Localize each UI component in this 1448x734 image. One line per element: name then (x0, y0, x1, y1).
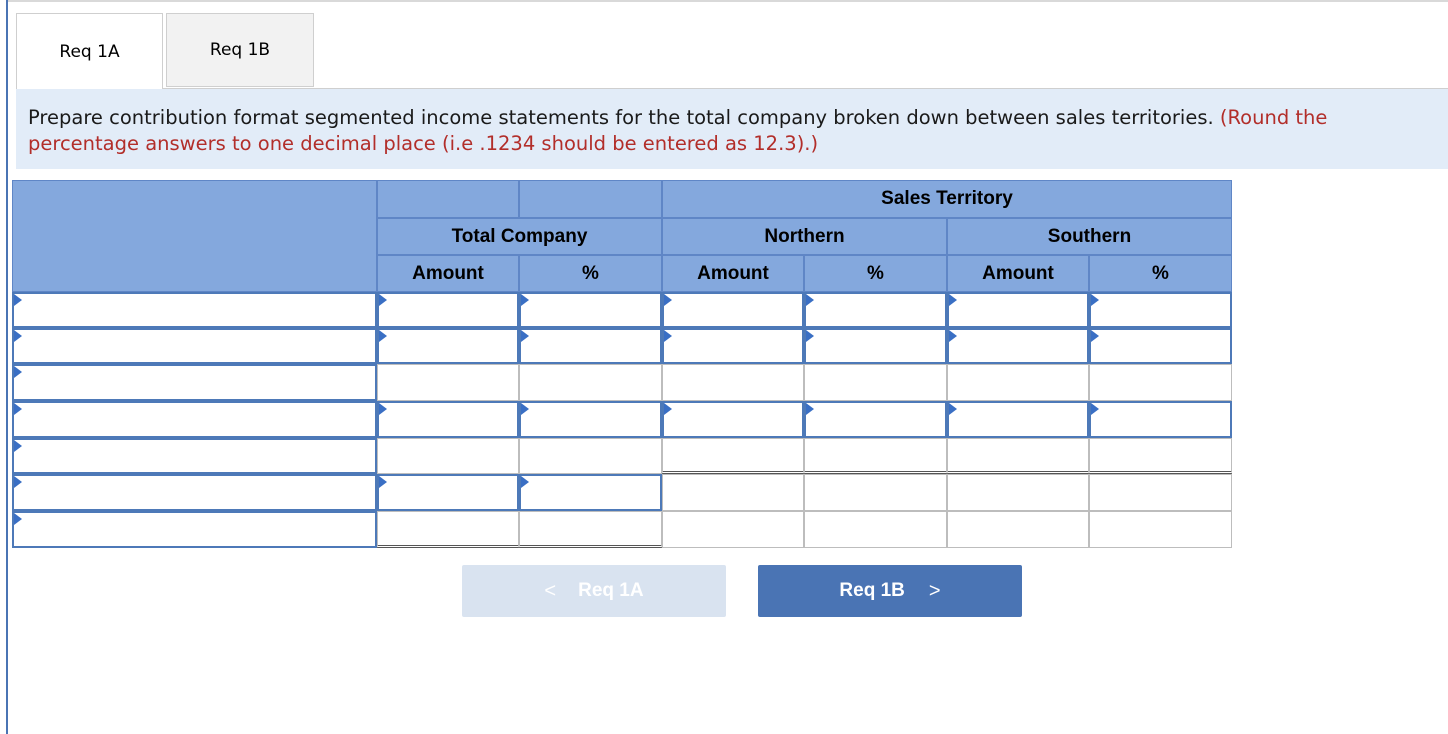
dropdown-marker-icon (521, 330, 529, 342)
percent-input[interactable] (804, 292, 947, 328)
left-border (6, 0, 8, 734)
dropdown-marker-icon (14, 366, 22, 378)
dropdown-marker-icon (14, 294, 22, 306)
table-cell (804, 364, 947, 401)
line-item-dropdown[interactable] (12, 511, 377, 548)
dropdown-marker-icon (521, 403, 529, 415)
amount-input[interactable] (662, 292, 804, 328)
amount-column-header: Amount (662, 255, 804, 292)
table-cell (804, 511, 947, 548)
dropdown-marker-icon (664, 294, 672, 306)
percent-input[interactable] (1089, 401, 1232, 438)
sales-territory-header: Sales Territory (662, 180, 1232, 218)
table-cell (519, 438, 662, 474)
percent-input[interactable] (519, 292, 662, 328)
dropdown-marker-icon (806, 294, 814, 306)
line-item-dropdown[interactable] (12, 364, 377, 401)
table-cell (947, 511, 1089, 548)
dropdown-marker-icon (806, 403, 814, 415)
percent-column-header: % (1089, 255, 1232, 292)
amount-input[interactable] (947, 292, 1089, 328)
dropdown-marker-icon (379, 330, 387, 342)
percent-input[interactable] (519, 328, 662, 364)
dropdown-marker-icon (806, 330, 814, 342)
tab-req-1b[interactable]: Req 1B (166, 13, 314, 87)
top-border (8, 0, 1448, 2)
table-cell (1089, 511, 1232, 548)
percent-column-header: % (519, 255, 662, 292)
dropdown-marker-icon (521, 476, 529, 488)
percent-input[interactable] (1089, 292, 1232, 328)
dropdown-marker-icon (14, 403, 22, 415)
amount-input[interactable] (947, 328, 1089, 364)
table-cell (947, 364, 1089, 401)
chevron-right-icon: > (928, 579, 941, 602)
dropdown-marker-icon (949, 330, 957, 342)
table-cell (804, 438, 947, 474)
table-cell (377, 438, 519, 474)
label-column-header (12, 180, 377, 292)
table-cell (662, 511, 804, 548)
blank-header-cell (377, 180, 519, 218)
table-cell (662, 474, 804, 511)
table-cell (947, 474, 1089, 511)
amount-column-header: Amount (377, 255, 519, 292)
line-item-dropdown[interactable] (12, 401, 377, 438)
dropdown-marker-icon (14, 440, 22, 452)
amount-input[interactable] (377, 292, 519, 328)
dropdown-marker-icon (664, 403, 672, 415)
next-req-label: Req 1B (839, 580, 905, 601)
amount-input[interactable] (377, 401, 519, 438)
dropdown-marker-icon (379, 294, 387, 306)
dropdown-marker-icon (521, 294, 529, 306)
table-cell (377, 364, 519, 401)
dropdown-marker-icon (1091, 403, 1099, 415)
rounding-note: (Round the percentage answers to one decimal place (i.e .1234 should be entered as 12.3).) (28, 106, 1328, 155)
dropdown-marker-icon (1091, 294, 1099, 306)
amount-input[interactable] (377, 328, 519, 364)
line-item-dropdown[interactable] (12, 292, 377, 328)
amount-input[interactable] (662, 328, 804, 364)
amount-input[interactable] (377, 474, 519, 511)
segmented-income-statement-table (12, 180, 1232, 550)
line-item-dropdown[interactable] (12, 474, 377, 511)
instructions-text: Prepare contribution format segmented income statements for the total company broken down between sales territories. (28, 106, 1220, 129)
dropdown-marker-icon (949, 403, 957, 415)
instructions-panel (16, 89, 1448, 169)
amount-column-header: Amount (947, 255, 1089, 292)
line-item-dropdown[interactable] (12, 328, 377, 364)
table-cell (377, 511, 519, 548)
tab-req-1a[interactable]: Req 1A (16, 13, 163, 89)
dropdown-marker-icon (14, 513, 22, 525)
dropdown-marker-icon (14, 330, 22, 342)
previous-req-label: Req 1A (578, 580, 644, 601)
percent-input[interactable] (519, 474, 662, 511)
table-cell (804, 474, 947, 511)
total-company-header: Total Company (377, 218, 662, 255)
table-cell (519, 364, 662, 401)
table-cell (1089, 438, 1232, 474)
table-cell (519, 511, 662, 548)
previous-req-button[interactable] (462, 565, 726, 617)
dropdown-marker-icon (949, 294, 957, 306)
dropdown-marker-icon (664, 330, 672, 342)
dropdown-marker-icon (379, 476, 387, 488)
table-cell (662, 364, 804, 401)
table-cell (1089, 364, 1232, 401)
amount-input[interactable] (947, 401, 1089, 438)
amount-input[interactable] (662, 401, 804, 438)
next-req-button[interactable] (758, 565, 1022, 617)
percent-input[interactable] (804, 328, 947, 364)
dropdown-marker-icon (14, 476, 22, 488)
line-item-dropdown[interactable] (12, 438, 377, 474)
percent-column-header: % (804, 255, 947, 292)
southern-header: Southern (947, 218, 1232, 255)
table-cell (947, 438, 1089, 474)
dropdown-marker-icon (379, 403, 387, 415)
blank-header-cell (519, 180, 662, 218)
table-cell (662, 438, 804, 474)
chevron-left-icon: < (544, 579, 557, 602)
percent-input[interactable] (1089, 328, 1232, 364)
dropdown-marker-icon (1091, 330, 1099, 342)
northern-header: Northern (662, 218, 947, 255)
table-cell (1089, 474, 1232, 511)
percent-input[interactable] (519, 401, 662, 438)
percent-input[interactable] (804, 401, 947, 438)
